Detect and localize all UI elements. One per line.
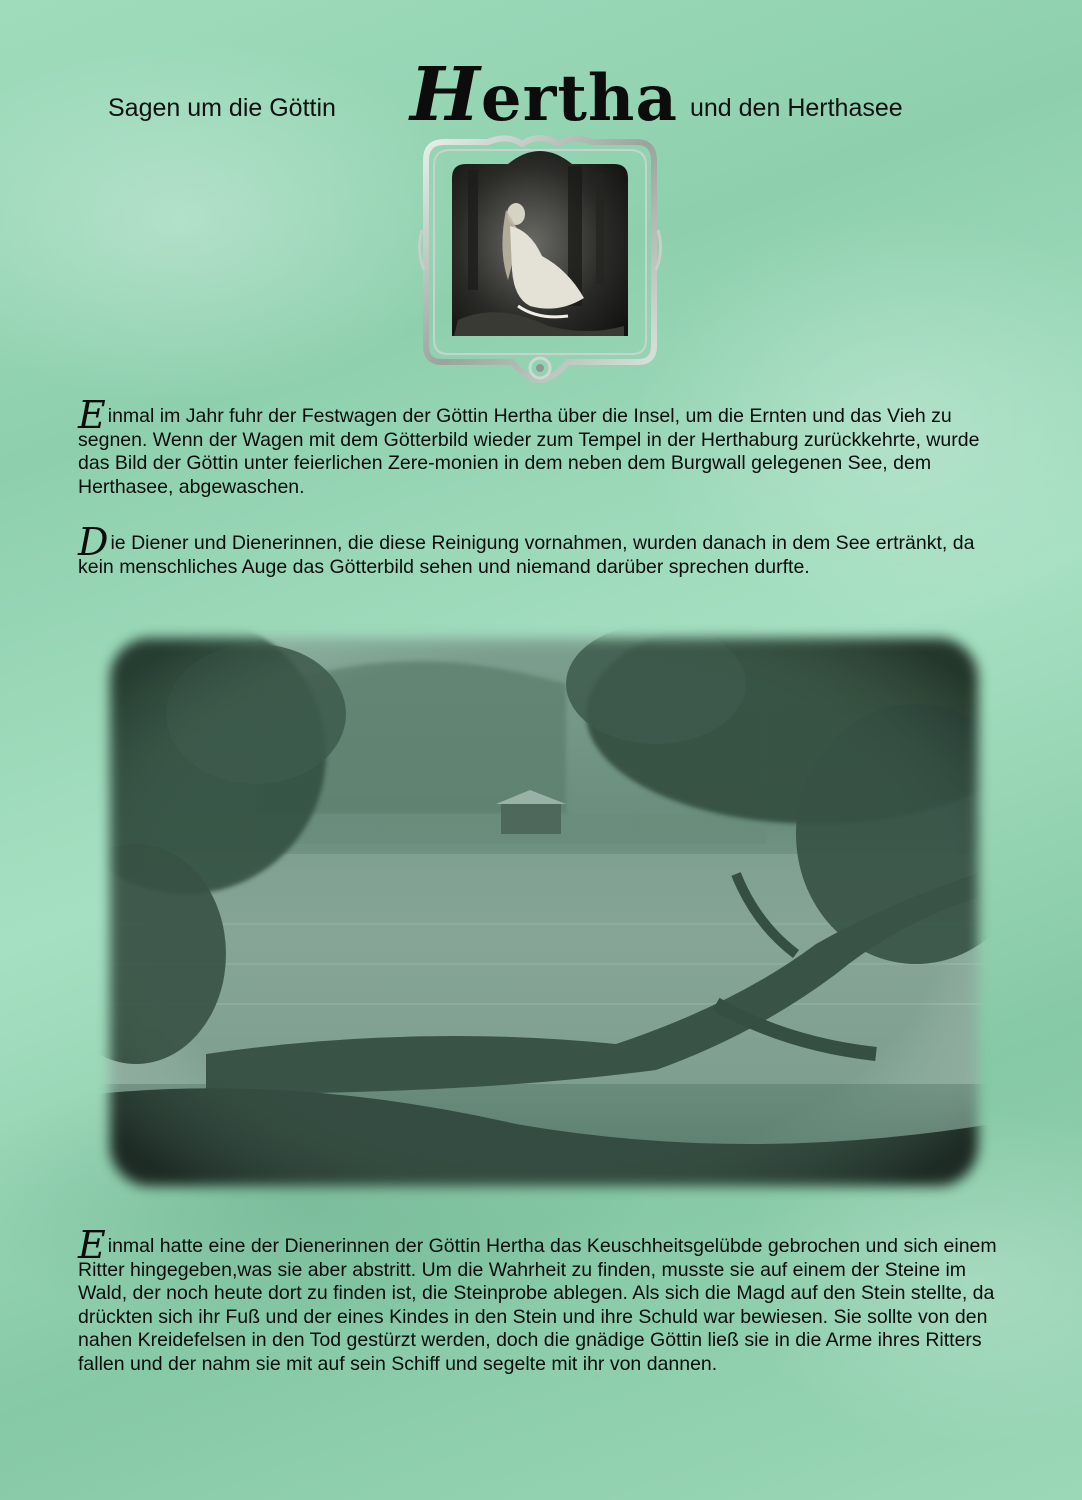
title-rest: ertha bbox=[480, 61, 678, 136]
paragraph-diener bbox=[78, 520, 1008, 579]
header-right-text: und den Herthasee bbox=[690, 94, 903, 122]
page-title bbox=[410, 52, 678, 138]
paragraph-text: inmal hatte eine der Dienerinnen der Göttin Hertha das Keuschheitsgelübde gebrochen und sich einem Ritter hingegeben,was sie aber abstritt. Um die Wahrheit zu finden, musste sie auf einem der Steine im Wald, der noch heute dort zu finden ist, die Steinprobe ablegen. Als sich die Magd auf den Stein stellte, da drückten sich ihr Fuß und der eines Kindes in den Stein und ihre Schuld war bewiesen. Sie sollte von den nahen Kreidefelsen in den Tod gestürzt werden, doch die gnädige Göttin ließ sie in die Arme ihres Ritters fallen und der nahm sie mit auf sein Schiff und segelte mit ihr von dannen. bbox=[78, 1235, 997, 1375]
herthasee-photo bbox=[96, 624, 992, 1200]
paragraph-text: inmal im Jahr fuhr der Festwagen der Göttin Hertha über die Insel, um die Ernten und das Vieh zu segnen. Wenn der Wagen mit dem Götterbild wieder zum Tempel in der Herthaburg zurückkehrte, wurde das Bild der Göttin unter feierlichen Zere-monien in dem neben dem Burgwall gelegenen See, dem Herthasee, abgewaschen. bbox=[78, 405, 980, 498]
drop-cap: D bbox=[78, 520, 109, 564]
drop-cap: E bbox=[78, 393, 106, 437]
drop-cap: E bbox=[78, 1223, 106, 1267]
header-left-text: Sagen um die Göttin bbox=[108, 94, 336, 122]
title-initial: H bbox=[410, 52, 481, 138]
paragraph-text: ie Diener und Dienerinnen, die diese Reinigung vornahmen, wurden danach in dem See ertränkt, da kein menschliches Auge das Götterbild sehen und niemand darüber sprechen durfte. bbox=[78, 532, 975, 578]
page-header bbox=[0, 52, 1082, 142]
paragraph-festwagen bbox=[78, 393, 1008, 499]
paragraph-steinprobe bbox=[78, 1223, 1008, 1376]
hertha-portrait bbox=[418, 130, 662, 386]
